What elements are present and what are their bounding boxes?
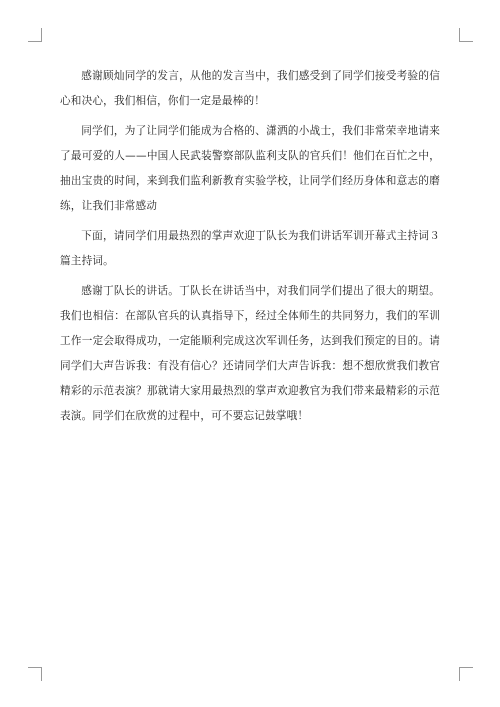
crop-mark-bottom-left bbox=[28, 667, 42, 681]
crop-mark-top-left bbox=[28, 28, 42, 42]
paragraph-1: 感谢顾灿同学的发言，从他的发言当中，我们感受到了同学们接受考验的信心和决心，我们相信，你们一定是最棒的！ bbox=[60, 70, 440, 107]
crop-mark-top-right bbox=[459, 28, 473, 42]
paragraph-2: 同学们，为了让同学们能成为合格的、潇洒的小战士，我们非常荣幸地请来了最可爱的人——中国人民武装警察部队监利支队的官兵们！他们在百忙之中，抽出宝贵的时间，来到我们监利新教育实验学校，让同学们经历身体和意志的磨练，让我们非常感动 bbox=[60, 125, 440, 212]
crop-mark-bottom-right bbox=[459, 667, 473, 681]
paragraph-4: 感谢丁队长的讲话。丁队长在讲话当中，对我们同学们提出了很大的期望。我们也相信：在部队官兵的认真指导下，经过全体师生的共同努力，我们的军训工作一定会取得成功，一定能顺利完成这次军训任务，达到我们预定的目的。请同学们大声告诉我：有没有信心？还请同学们大声告诉我：想不想欣赏我们教官精彩的示范表演？那就请大家用最热烈的掌声欢迎教官为我们带来最精彩的示范表演。同学们在欣赏的过程中，可不要忘记鼓掌哦！ bbox=[60, 285, 440, 422]
paragraph-3: 下面，请同学们用最热烈的掌声欢迎丁队长为我们讲话军训开幕式主持词３篇主持词。 bbox=[60, 230, 440, 267]
document-body bbox=[60, 64, 440, 434]
